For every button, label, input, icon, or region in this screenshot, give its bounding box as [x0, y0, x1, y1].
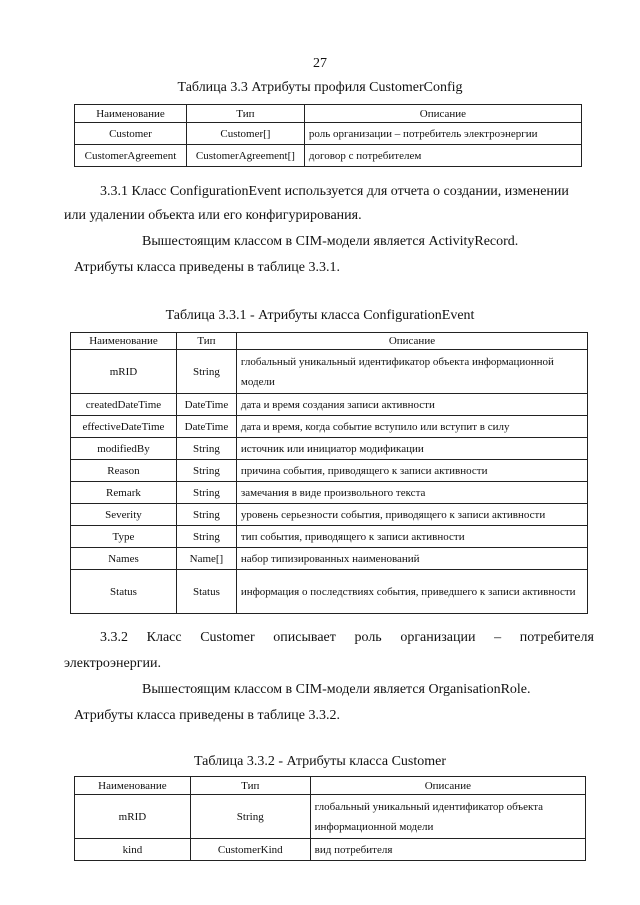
section-3-3-2-line-1 [100, 628, 594, 648]
cell-name: Remark [71, 482, 177, 504]
cell-description: дата и время, когда событие вступило или вступит в силу [236, 416, 587, 438]
cell-name: mRID [75, 795, 191, 839]
word: 3.3.2 [100, 630, 128, 645]
column-header-description: Описание [304, 105, 581, 123]
word: организации [400, 630, 476, 645]
table-row [75, 839, 586, 861]
cell-description: тип события, приводящего к записи активности [236, 526, 587, 548]
cell-type: String [190, 795, 310, 839]
cell-name: Status [71, 570, 177, 614]
cell-description: договор с потребителем [304, 145, 581, 167]
section-3-3-2-attributes-ref: Атрибуты класса приведены в таблице 3.3.2. [74, 708, 340, 723]
cell-type: String [176, 460, 236, 482]
cell-type: String [176, 482, 236, 504]
cell-name: Type [71, 526, 177, 548]
page-number: 27 [313, 56, 327, 71]
table-row [75, 795, 586, 839]
cell-type: String [176, 504, 236, 526]
section-3-3-2-superclass: Вышестоящим классом в CIM-модели является OrganisationRole. [142, 682, 531, 697]
cell-name: kind [75, 839, 191, 861]
table-row [71, 570, 588, 614]
cell-description: набор типизированных наименований [236, 548, 587, 570]
table-row [71, 460, 588, 482]
column-header-name: Наименование [75, 105, 187, 123]
table-row [71, 548, 588, 570]
table-3-3-caption: Таблица 3.3 Атрибуты профиля CustomerConfig [177, 80, 463, 95]
cell-name: Severity [71, 504, 177, 526]
word: Класс [146, 630, 182, 645]
table-header-row [75, 777, 586, 795]
table-row [75, 123, 582, 145]
section-3-3-1-line-2: или удалении объекта или его конфигурирования. [64, 208, 362, 223]
table-row [71, 394, 588, 416]
section-3-3-1-superclass: Вышестоящим классом в CIM-модели является ActivityRecord. [142, 234, 519, 249]
cell-name: CustomerAgreement [75, 145, 187, 167]
cell-description: замечания в виде произвольного текста [236, 482, 587, 504]
cell-description: вид потребителя [310, 839, 585, 861]
column-header-type: Тип [186, 105, 304, 123]
word: описывает [273, 630, 336, 645]
cell-type: String [176, 350, 236, 394]
cell-type: DateTime [176, 416, 236, 438]
table-3-3-2-caption: Таблица 3.3.2 - Атрибуты класса Customer [193, 754, 447, 769]
cell-type: DateTime [176, 394, 236, 416]
cell-name: mRID [71, 350, 177, 394]
cell-description: роль организации – потребитель электроэнергии [304, 123, 581, 145]
table-row [71, 526, 588, 548]
table-row [71, 482, 588, 504]
cell-name: Customer [75, 123, 187, 145]
column-header-name: Наименование [75, 777, 191, 795]
cell-name: createdDateTime [71, 394, 177, 416]
cell-name: effectiveDateTime [71, 416, 177, 438]
cell-description: глобальный уникальный идентификатор объекта информационной модели [310, 795, 585, 839]
word: Customer [200, 630, 255, 645]
cell-type: Customer[] [186, 123, 304, 145]
table-3-3-1-caption: Таблица 3.3.1 - Атрибуты класса ConfigurationEvent [165, 308, 475, 323]
table-row [75, 145, 582, 167]
table-3-3-1 [70, 332, 588, 614]
column-header-type: Тип [190, 777, 310, 795]
cell-description: причина события, приводящего к записи активности [236, 460, 587, 482]
word: потребителя [519, 630, 594, 645]
cell-type: CustomerKind [190, 839, 310, 861]
cell-type: String [176, 438, 236, 460]
section-3-3-2-line-2: электроэнергии. [64, 656, 161, 671]
cell-description: информация о последствиях события, приведшего к записи активности [236, 570, 587, 614]
table-3-3-2 [74, 776, 586, 861]
word: роль [354, 630, 382, 645]
cell-name: modifiedBy [71, 438, 177, 460]
cell-name: Reason [71, 460, 177, 482]
column-header-name: Наименование [71, 333, 177, 350]
table-header-row [75, 105, 582, 123]
column-header-type: Тип [176, 333, 236, 350]
cell-type: CustomerAgreement[] [186, 145, 304, 167]
table-row [71, 350, 588, 394]
section-3-3-1-attributes-ref: Атрибуты класса приведены в таблице 3.3.1. [74, 260, 340, 275]
cell-description: источник или инициатор модификации [236, 438, 587, 460]
cell-name: Names [71, 548, 177, 570]
cell-type: Name[] [176, 548, 236, 570]
table-row [71, 438, 588, 460]
cell-type: String [176, 526, 236, 548]
cell-type: Status [176, 570, 236, 614]
column-header-description: Описание [310, 777, 585, 795]
table-3-3 [74, 104, 582, 167]
cell-description: уровень серьезности события, приводящего к записи активности [236, 504, 587, 526]
cell-description: глобальный уникальный идентификатор объекта информационной модели [236, 350, 587, 394]
section-3-3-1-line-1: 3.3.1 Класс ConfigurationEvent используется для отчета о создании, изменении [100, 184, 569, 199]
table-header-row [71, 333, 588, 350]
word: – [494, 630, 502, 645]
cell-description: дата и время создания записи активности [236, 394, 587, 416]
table-row [71, 416, 588, 438]
column-header-description: Описание [236, 333, 587, 350]
table-row [71, 504, 588, 526]
